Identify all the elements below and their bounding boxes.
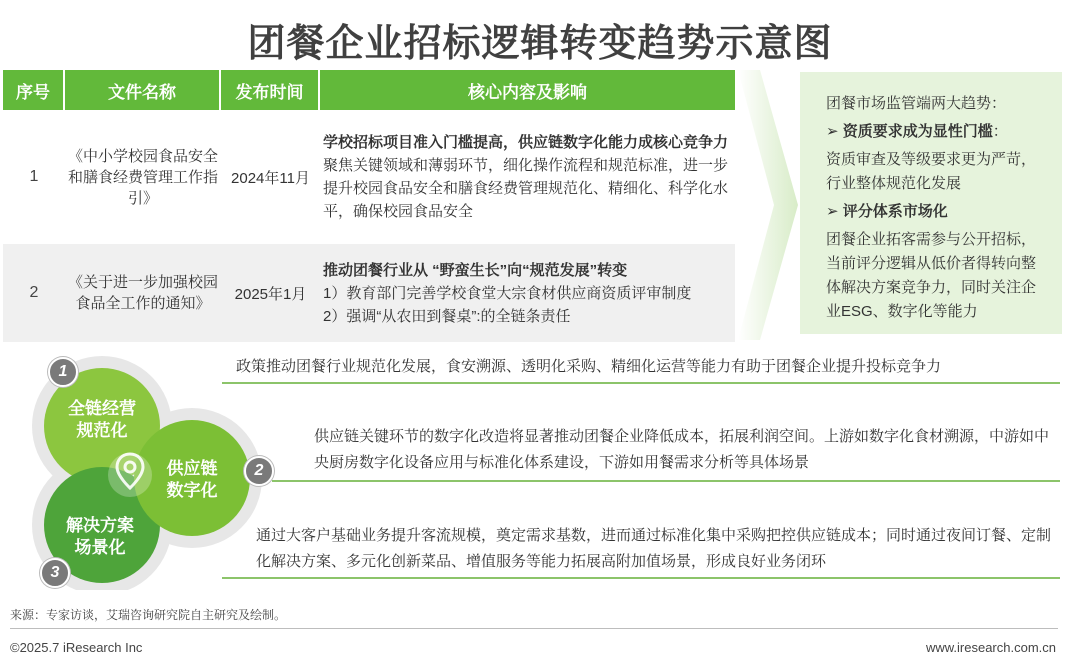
row-date: 2025年1月 — [234, 285, 307, 303]
footer-divider — [10, 628, 1058, 629]
number-badge: 1 — [48, 357, 78, 387]
header-no: 序号 — [3, 70, 65, 110]
trend-2-body: 团餐企业拓客需参与公开招标，当前评分逻辑从低价者得转向整体解决方案竞争力，同时关注企业ESG、数字化等能力 — [826, 231, 1037, 320]
capability-2-desc: 供应链关键环节的数字化改造将显著推动团餐企业降低成本，拓展利润空间。上游如数字化食材溯源，中游如中央厨房数字化设备应用与标准化体系建设，下游如用餐需求分析等具体场景 — [314, 428, 1050, 471]
table-header — [3, 70, 735, 110]
row-headline: 推动团餐行业从 “野蛮生长”向“规范发展”转变 — [323, 261, 628, 279]
trend-1-title: ➢ 资质要求成为显性门槛 — [826, 123, 993, 140]
trend-2-title: ➢ 评分体系市场化 — [826, 203, 948, 220]
capability-2-label: 供应链 数字化 — [166, 459, 218, 500]
header-doc: 文件名称 — [65, 70, 221, 110]
row-doc: 《关于进一步加强校园食品全工作的通知》 — [67, 274, 218, 312]
row-point: 1）教育部门完善学校食堂大宗食材供应商资质评审制度 — [323, 284, 692, 302]
row-content — [320, 112, 735, 242]
divider-line — [272, 480, 1060, 482]
divider-line — [222, 382, 1060, 384]
trends-box — [800, 72, 1062, 334]
row-no: 1 — [29, 168, 39, 185]
website: www.iresearch.com.cn — [925, 640, 1056, 655]
number-badge: 3 — [40, 558, 70, 588]
location-pin-icon — [115, 452, 145, 490]
trends-intro: 团餐市场监管端两大趋势： — [826, 95, 1007, 112]
capability-3-label: 解决方案 场景化 — [66, 516, 134, 557]
row-content — [320, 244, 735, 342]
row-point: 2）强调“从农田到餐桌”:的全链条责任 — [323, 307, 571, 325]
trend-1-colon: ： — [992, 123, 1008, 140]
row-date: 2024年11月 — [231, 169, 310, 187]
row-body: 聚焦关键领域和薄弱环节，细化操作流程和规范标准，进一步提升校园食品安全和膳食经费管理规范化、精细化、科学化水平，确保校园食品安全 — [323, 157, 729, 220]
capability-3-desc: 通过大客户基础业务提升客流规模，奠定需求基数，进而通过标准化集中采购把控供应链成本；同时通过夜间订餐、定制化解决方案、多元化创新菜品、增值服务等能力拓展高附加值场景，形成良好业务闭环 — [256, 527, 1052, 570]
capability-1-label: 全链经营 规范化 — [68, 399, 136, 440]
policy-table — [3, 70, 735, 342]
page-title: 团餐企业招标逻辑转变趋势示意图 — [247, 23, 833, 65]
row-doc: 《中小学校园食品安全和膳食经费管理工作指引》 — [67, 147, 218, 207]
row-no: 2 — [29, 284, 39, 301]
copyright: ©2025.7 iResearch Inc — [10, 640, 143, 655]
header-content: 核心内容及影响 — [468, 82, 587, 102]
chevron-right-icon — [738, 70, 800, 340]
table-row — [3, 244, 735, 342]
table-row — [3, 112, 735, 242]
divider-line — [222, 577, 1060, 579]
number-badge: 2 — [244, 456, 274, 486]
capability-1-desc: 政策推动团餐行业规范化发展，食安溯源、透明化采购、精细化运营等能力有助于团餐企业提升投标竞争力 — [236, 358, 942, 375]
trend-1-body: 资质审查及等级要求更为严苛，行业整体规范化发展 — [826, 151, 1037, 192]
source-note: 来源：专家访谈，艾瑞咨询研究院自主研究及绘制。 — [10, 608, 287, 622]
row-headline: 学校招标项目准入门槛提高，供应链数字化能力成核心竞争力 — [323, 134, 729, 151]
header-date: 发布时间 — [221, 70, 320, 110]
